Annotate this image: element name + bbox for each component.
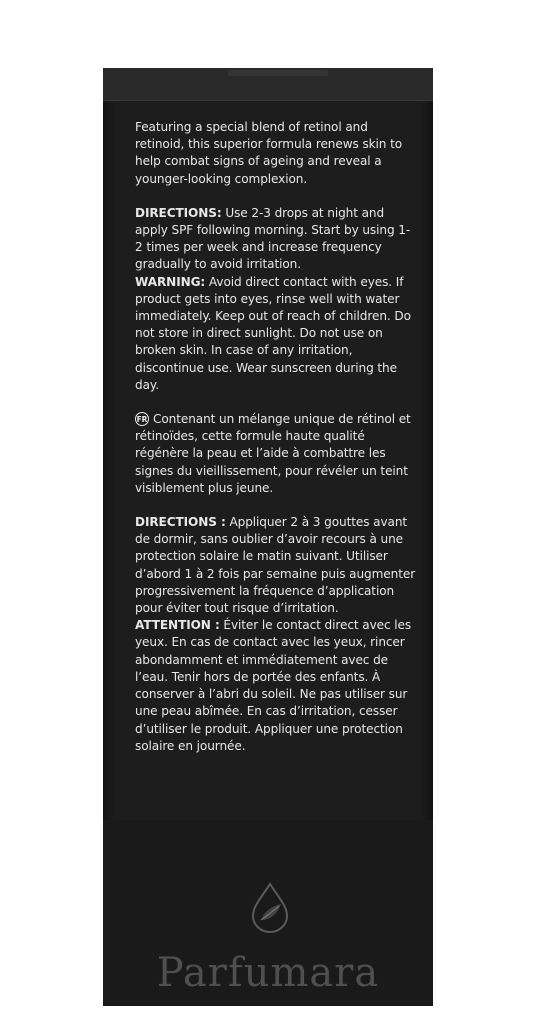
french-directions: [135, 514, 417, 755]
drop-leaf-icon: [243, 880, 297, 934]
english-warning: [135, 274, 417, 394]
french-intro: Contenant un mélange unique de rétinol et rétinoïdes, cette formule haute qualité régénère la peau et l’aide à combattre les signes du vieillissement, pour révéler un teint visiblement plus jeune.: [135, 412, 411, 495]
french-attention-text: Éviter le contact direct avec les yeux. En cas de contact avec les yeux, rincer abondamment et immédiatement avec de l’eau. Tenir hors de portée des enfants. À conserver à l’abri du soleil. Ne pas utiliser sur une peau abîmée. En cas d’irritation, cesser d’utiliser le produit. Appliquer une protection solaire en journée.: [135, 618, 412, 753]
english-directions: [135, 205, 417, 274]
french-attention-label: ATTENTION :: [135, 618, 220, 633]
english-directions-text: Use 2-3 drops at night and apply SPF following morning. Start by using 1-2 times per week and increase frequency gradually to avoid irritation.: [135, 205, 411, 272]
box-label-text: [135, 119, 417, 755]
french-directions-label: DIRECTIONS :: [135, 515, 226, 530]
fr-badge: FR: [135, 412, 149, 426]
box-top-mark: [228, 70, 328, 76]
french-directions-text: Appliquer 2 à 3 gouttes avant de dormir, sans oublier d’avoir recours à une protection solaire le matin suivant. Utiliser d’abord 1 à 2 fois par semaine puis augmenter progressivement la fréquence d’application pour éviter tout risque d’irritation.: [135, 515, 416, 616]
english-warning-label: WARNING:: [135, 274, 206, 289]
watermark-brand: Parfumara: [156, 950, 380, 996]
french-intro-paragraph: [135, 411, 417, 497]
english-warning-text: Avoid direct contact with eyes. If product gets into eyes, rinse well with water immediately. Keep out of reach of children. Do not store in direct sunlight. Do not use on broken skin. In case of any irritation, discontinue use. Wear sunscreen during the day.: [135, 274, 411, 392]
english-intro: Featuring a special blend of retinol and retinoid, this superior formula renews skin to help combat signs of ageing and reveal a younger-looking complexion.: [135, 120, 403, 186]
english-directions-label: DIRECTIONS:: [135, 205, 222, 220]
